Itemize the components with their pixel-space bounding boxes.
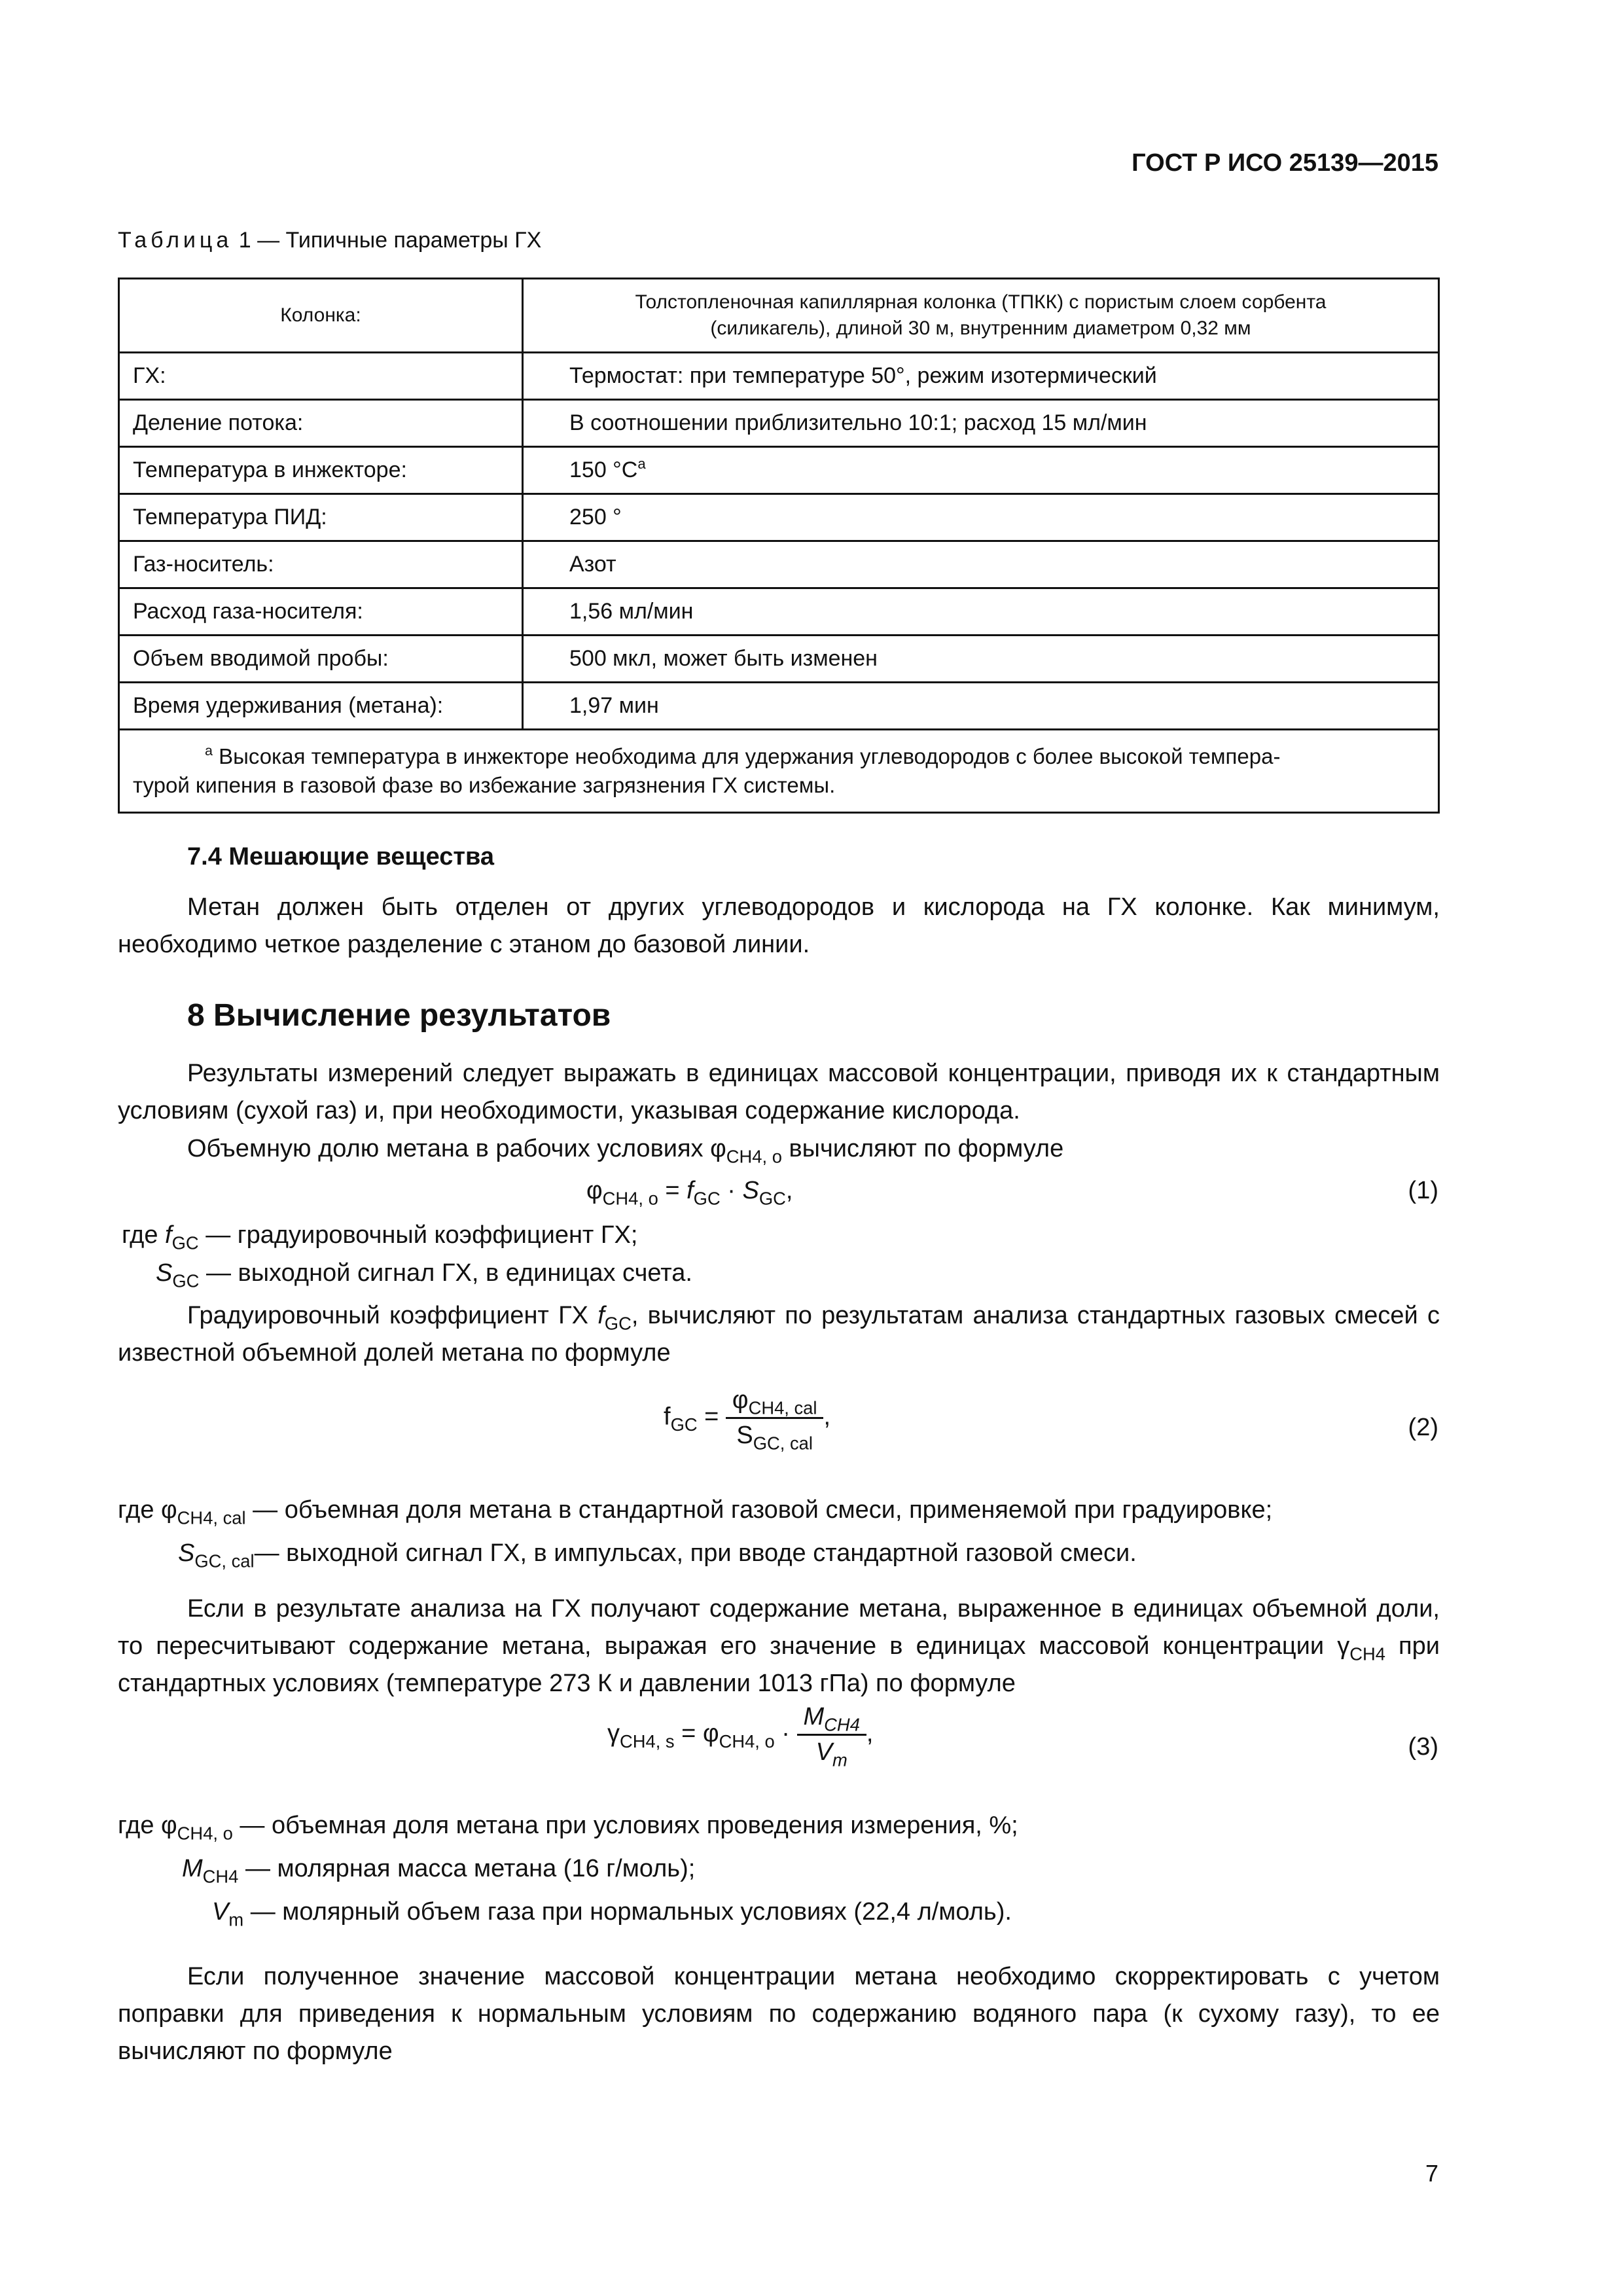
table-cell-value <box>523 636 1439 683</box>
table-cell-value <box>523 588 1439 636</box>
where-2b-symbol: S <box>178 1539 195 1567</box>
footnote-text-1: Высокая температура в инжекторе необходима для удержания углеводородов с более высокой темпера- <box>212 744 1281 768</box>
where-1a-text: — градуировочный коэффициент ГХ; <box>198 1221 638 1249</box>
where-2a <box>118 1496 1273 1528</box>
p4-symbol: γ <box>1337 1632 1350 1660</box>
table-cell-parameter: Время удерживания (метана): <box>119 683 523 730</box>
table-cell-parameter: Деление потока: <box>119 400 523 447</box>
table-head-value <box>523 279 1439 353</box>
section-8-paragraph-4 <box>118 1590 1440 1702</box>
where-1b-text: — выходной сигнал ГХ, в единицах счета. <box>199 1259 692 1287</box>
equation-number-3: (3) <box>1408 1733 1438 1761</box>
eq3-lhs-sub: CH4, s <box>620 1731 675 1752</box>
table-cell-value-text: 150 °C <box>569 457 638 482</box>
eq2-denominator <box>730 1419 819 1454</box>
p3-subscript: GC <box>604 1313 632 1334</box>
eq2-den-sub: GC, cal <box>753 1433 813 1454</box>
subsection-7-4-text: Метан должен быть отделен от других углеводородов и кислорода на ГХ колонке. Как минимум, необходимо четкое разделение с этаном до базовой линии. <box>118 893 1440 958</box>
eq3-fraction <box>797 1703 866 1770</box>
table-cell-value-text: Азот <box>569 552 616 577</box>
table-row <box>119 683 1439 730</box>
p4-text-before: Если в результате анализа на ГХ получают содержание метана, выраженное в единицах объемной доли, то пересчитывают содержание метана, выражая его значение в единицах массовой концентрации <box>118 1595 1440 1660</box>
table-cell-parameter: Газ-носитель: <box>119 541 523 588</box>
table-cell-value-text: Термостат: при температуре 50°, режим изотермический <box>569 363 1157 388</box>
where-1b <box>156 1259 692 1291</box>
eq3-tail: , <box>866 1719 874 1748</box>
table-header-row <box>119 279 1439 353</box>
where-3a-symbol: φ <box>161 1812 177 1839</box>
eq2-fraction <box>726 1386 824 1454</box>
table-caption <box>118 228 541 253</box>
table-caption-label: Таблица <box>118 228 233 253</box>
table-row <box>119 494 1439 541</box>
eq2-den-symbol: S <box>736 1422 753 1449</box>
eq3-equals: = <box>674 1719 703 1748</box>
eq2-num-symbol: φ <box>732 1386 749 1414</box>
where-1b-sub: GC <box>172 1270 200 1291</box>
footnote-marker: a <box>637 455 646 472</box>
where-1a-symbol: f <box>165 1221 172 1249</box>
table-row <box>119 636 1439 683</box>
where-3c-text: — молярный объем газа при нормальных условиях (22,4 л/моль). <box>243 1898 1012 1926</box>
table-row <box>119 541 1439 588</box>
eq2-numerator <box>726 1386 824 1419</box>
eq3-den-sub: m <box>832 1749 847 1770</box>
eq3-denominator <box>810 1736 854 1770</box>
subsection-title-7-4: 7.4 Мешающие вещества <box>187 843 494 870</box>
table-cell-parameter: Температура ПИД: <box>119 494 523 541</box>
eq1-equals: = <box>658 1177 687 1204</box>
eq1-tail: , <box>785 1177 793 1204</box>
table-cell-parameter: ГХ: <box>119 353 523 400</box>
where-2a-text: — объемная доля метана в стандартной газовой смеси, применяемой при градуировке; <box>245 1496 1273 1524</box>
where-prefix: где <box>122 1221 166 1249</box>
section-8-paragraph-5: Если полученное значение массовой концентрации метана необходимо скорректировать с учетом поправки для приведения к нормальным условиям по содержанию водяного пара (к сухому газу), то ее вычисляют по формуле <box>118 1963 1440 2065</box>
p3-text-after: , вычисляют по результатам анализа стандартных газовых смесей с известной объемной долей метана по формуле <box>118 1302 1440 1367</box>
where-2b <box>178 1539 1137 1571</box>
where-3a-sub: CH4, o <box>177 1823 233 1844</box>
p4-text-after: при стандартных условиях (температуре 273 К и давлении 1013 гПа) по формуле <box>118 1632 1440 1697</box>
where-2b-sub: GC, cal <box>194 1551 255 1571</box>
page-number: 7 <box>1425 2160 1438 2187</box>
table-cell-value <box>523 541 1439 588</box>
eq1-s-sub: GC <box>758 1188 786 1209</box>
eq3-num-sub: CH4 <box>824 1714 860 1735</box>
table-caption-text: 1 — Типичные параметры ГХ <box>232 228 542 253</box>
where-3b-text: — молярная масса метана (16 г/моль); <box>238 1855 696 1882</box>
table-cell-value-text: 1,56 мл/мин <box>569 599 694 624</box>
eq3-numerator <box>797 1703 866 1736</box>
formula-1 <box>586 1177 793 1209</box>
eq3-phi-sub: CH4, o <box>719 1731 775 1752</box>
document-code: ГОСТ Р ИСО 25139—2015 <box>1132 149 1438 177</box>
footnote-mark: a <box>205 743 213 759</box>
formula-3 <box>607 1703 874 1770</box>
where-2b-text: — выходной сигнал ГХ, в импульсах, при вводе стандартной газовой смеси. <box>254 1539 1137 1567</box>
parameters-table <box>118 278 1440 814</box>
p2-symbol: φ <box>710 1135 726 1162</box>
table-cell-value <box>523 353 1439 400</box>
table-head-value-line2: (силикагель), длиной 30 м, внутренним диаметром 0,32 мм <box>710 317 1251 339</box>
eq3-num-symbol: M <box>803 1703 825 1731</box>
eq2-lhs: f <box>664 1403 671 1431</box>
table-cell-parameter: Температура в инжекторе: <box>119 447 523 494</box>
p2-text-after: вычисляют по формуле <box>781 1135 1064 1162</box>
table-cell-parameter: Объем вводимой пробы: <box>119 636 523 683</box>
eq3-lhs: γ <box>607 1719 620 1748</box>
where-2a-sub: CH4, cal <box>177 1507 246 1528</box>
equation-number-1: (1) <box>1408 1177 1438 1204</box>
eq2-lhs-sub: GC <box>670 1414 698 1435</box>
footnote-line-1 <box>133 742 1425 771</box>
table-row <box>119 400 1439 447</box>
eq3-dot: · <box>774 1719 797 1748</box>
p3-symbol: f <box>597 1302 605 1329</box>
where-3c <box>212 1898 1012 1930</box>
section-8-paragraph-3 <box>118 1297 1440 1372</box>
where-3c-sub: m <box>228 1909 244 1930</box>
eq2-num-sub: CH4, cal <box>748 1397 817 1418</box>
where-1b-symbol: S <box>156 1259 173 1287</box>
eq1-f-sub: GC <box>693 1188 721 1209</box>
equation-number-2: (2) <box>1408 1414 1438 1441</box>
eq1-s: S <box>742 1177 759 1204</box>
table-cell-value <box>523 447 1439 494</box>
where-1a <box>122 1221 638 1253</box>
table-cell-value <box>523 683 1439 730</box>
where-2a-symbol: φ <box>161 1496 177 1524</box>
eq2-equals: = <box>697 1403 726 1431</box>
footnote-line-2: турой кипения в газовой фазе во избежание загрязнения ГХ системы. <box>133 773 836 797</box>
formula-2 <box>664 1386 831 1454</box>
table-cell-value <box>523 400 1439 447</box>
where-3a <box>118 1812 1018 1844</box>
table-row <box>119 588 1439 636</box>
table-row <box>119 353 1439 400</box>
table-footnote-row <box>119 730 1439 813</box>
p3-text-before: Градуировочный коэффициент ГХ <box>187 1302 598 1329</box>
section-title-8: 8 Вычисление результатов <box>187 998 611 1033</box>
table-cell-value-text: В соотношении приблизительно 10:1; расход 15 мл/мин <box>569 410 1147 435</box>
where-3c-symbol: V <box>212 1898 229 1926</box>
section-8-paragraph-1: Результаты измерений следует выражать в единицах массовой концентрации, приводя их к стандартным условиям (сухой газ) и, при необходимости, указывая содержание кислорода. <box>118 1060 1440 1124</box>
eq2-tail: , <box>823 1403 831 1431</box>
where-3b-sub: CH4 <box>202 1866 239 1887</box>
p2-text-before: Объемную долю метана в рабочих условиях <box>187 1135 711 1162</box>
where-prefix: где <box>118 1496 162 1524</box>
eq1-lhs-sub: CH4, o <box>602 1188 658 1209</box>
where-1a-sub: GC <box>171 1232 199 1253</box>
where-prefix: где <box>118 1812 162 1839</box>
table-cell-value-text: 500 мкл, может быть изменен <box>569 646 878 671</box>
table-cell-value-text: 250 ° <box>569 505 622 529</box>
table-head-key: Колонка: <box>119 279 523 353</box>
eq1-lhs: φ <box>586 1177 603 1204</box>
eq3-den-symbol: V <box>815 1738 832 1766</box>
table-cell-parameter: Расход газа-носителя: <box>119 588 523 636</box>
table-footnote <box>119 730 1439 813</box>
where-3a-text: — объемная доля метана при условиях проведения измерения, %; <box>232 1812 1018 1839</box>
eq1-dot: · <box>720 1177 743 1204</box>
table-cell-value-text: 1,97 мин <box>569 693 659 718</box>
table-row <box>119 447 1439 494</box>
p2-subscript: CH4, o <box>726 1146 782 1167</box>
eq3-phi: φ <box>702 1719 719 1748</box>
section-8-paragraph-2 <box>118 1130 1440 1168</box>
eq1-f: f <box>687 1177 694 1204</box>
p4-subscript: CH4 <box>1349 1643 1385 1664</box>
table-cell-value <box>523 494 1439 541</box>
where-3b <box>182 1855 696 1887</box>
table-head-value-line1: Толстопленочная капиллярная колонка (ТПКК) с пористым слоем сорбента <box>635 291 1327 313</box>
where-3b-symbol: M <box>182 1855 203 1882</box>
